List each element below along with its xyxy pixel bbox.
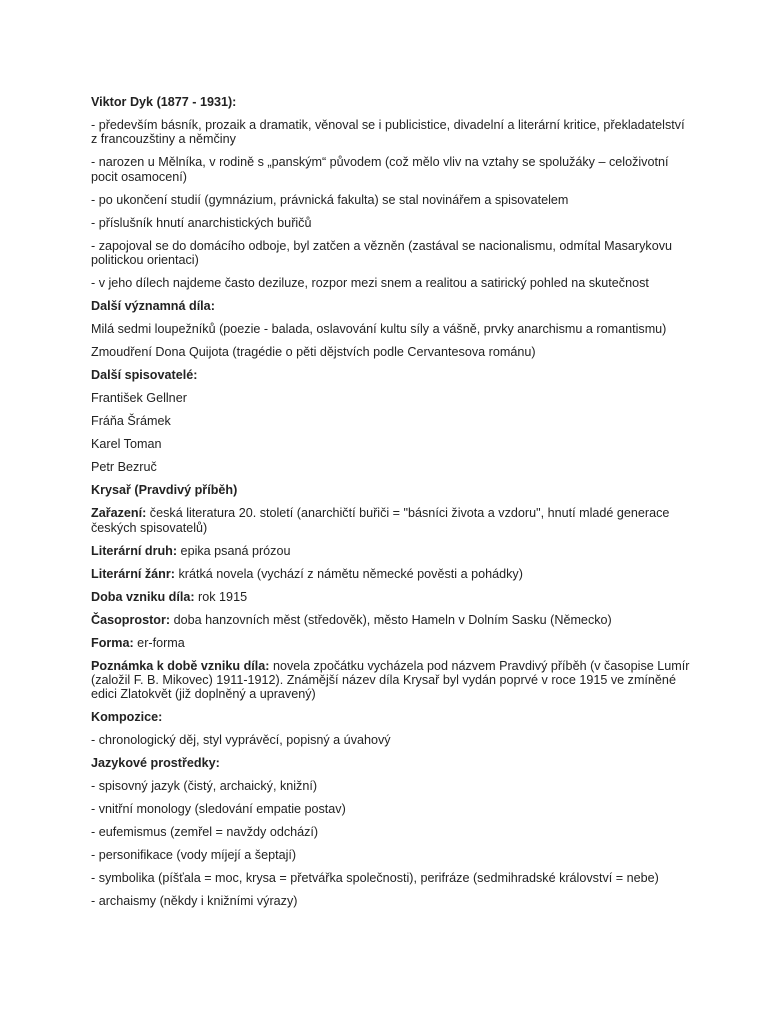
field-label: Zařazení: <box>91 506 147 521</box>
field-value: doba hanzovních měst (středověk), město Hameln v Dolním Sasku (Německo) <box>170 612 612 627</box>
author-heading: Viktor Dyk (1877 - 1931): <box>91 95 237 109</box>
field-value: česká literatura 20. století (anarchičtí buřiči = "básníci života a vzdoru", hnutí mladé generace českých spisovatelů) <box>91 506 670 535</box>
language-heading: Jazykové prostředky: <box>91 756 220 771</box>
language-item: - eufemismus (zemřel = navždy odchází) <box>91 825 319 840</box>
writer-item: Petr Bezruč <box>91 460 157 475</box>
field-label: Časoprostor: <box>91 612 171 627</box>
language-item: - vnitřní monology (sledování empatie postav) <box>91 802 346 817</box>
language-item: - archaismy (někdy i knižními výrazy) <box>91 894 298 909</box>
field-label: Poznámka k době vzniku díla: <box>91 658 270 673</box>
field-label: Literární žánr: <box>91 566 175 581</box>
bio-item: - v jeho dílech najdeme často deziluze, rozpor mezi snem a realitou a satirický pohled na skutečnost <box>91 276 649 291</box>
field-row <box>91 567 691 581</box>
bio-item: - narozen u Mělníka, v rodině s „panským“ původem (což mělo vliv na vztahy se spolužáky – celoživotní pocit osamocení) <box>91 155 669 184</box>
bio-item: - zapojoval se do domácího odboje, byl zatčen a vězněn (zastával se nacionalismu, odmítal Masarykovu politickou orientaci) <box>91 238 673 268</box>
field-value: epika psaná prózou <box>177 543 291 558</box>
language-item: - spisovný jazyk (čistý, archaický, knižní) <box>91 779 318 794</box>
bio-item: - po ukončení studií (gymnázium, právnická fakulta) se stal novinářem a spisovatelem <box>91 192 569 207</box>
work-item: Milá sedmi loupežníků (poezie - balada, oslavování kultu síly a vášně, prvky anarchismu a romantismu) <box>91 322 667 337</box>
field-row <box>91 544 691 558</box>
field-row <box>91 659 691 702</box>
composition-item: - chronologický děj, styl vyprávěcí, popisný a úvahový <box>91 733 391 748</box>
language-item: - symbolika (píšťala = moc, krysa = přetvářka společnosti), perifráze (sedmihradské království = nebe) <box>91 871 659 886</box>
field-row <box>91 636 691 650</box>
field-row <box>91 613 691 627</box>
works-heading: Další významná díla: <box>91 299 215 314</box>
book-heading: Krysař (Pravdivý příběh) <box>91 483 238 498</box>
field-label: Literární druh: <box>91 543 178 558</box>
field-row <box>91 506 691 535</box>
bio-item: - především básník, prozaik a dramatik, věnoval se i publicistice, divadelní a literární kritice, překladatelství z francouzštiny a němčiny <box>91 118 685 147</box>
writer-item: František Gellner <box>91 391 187 406</box>
writers-heading: Další spisovatelé: <box>91 368 198 383</box>
field-value: rok 1915 <box>194 589 248 604</box>
field-row <box>91 590 691 604</box>
field-value: novela zpočátku vycházela pod názvem Pravdivý příběh (v časopise Lumír (založil F. B. Mikovec) 1911-1912). Známější název díla Krysař byl vydán poprvé v roce 1915 ve zmíněné edici Zlatokvět (již doplněný a upravený) <box>91 658 690 702</box>
field-label: Forma: <box>91 635 134 650</box>
writer-item: Karel Toman <box>91 437 162 452</box>
field-value: er-forma <box>133 635 185 650</box>
field-value: krátká novela (vychází z námětu německé pověsti a pohádky) <box>174 566 523 581</box>
composition-heading: Kompozice: <box>91 710 163 725</box>
language-item: - personifikace (vody míjejí a šeptají) <box>91 848 297 863</box>
field-label: Doba vzniku díla: <box>91 589 195 604</box>
work-item: Zmoudření Dona Quijota (tragédie o pěti dějstvích podle Cervantesova románu) <box>91 345 536 360</box>
writer-item: Fráňa Šrámek <box>91 414 171 429</box>
document-page <box>91 95 691 917</box>
bio-item: - příslušník hnutí anarchistických buřičů <box>91 215 312 230</box>
